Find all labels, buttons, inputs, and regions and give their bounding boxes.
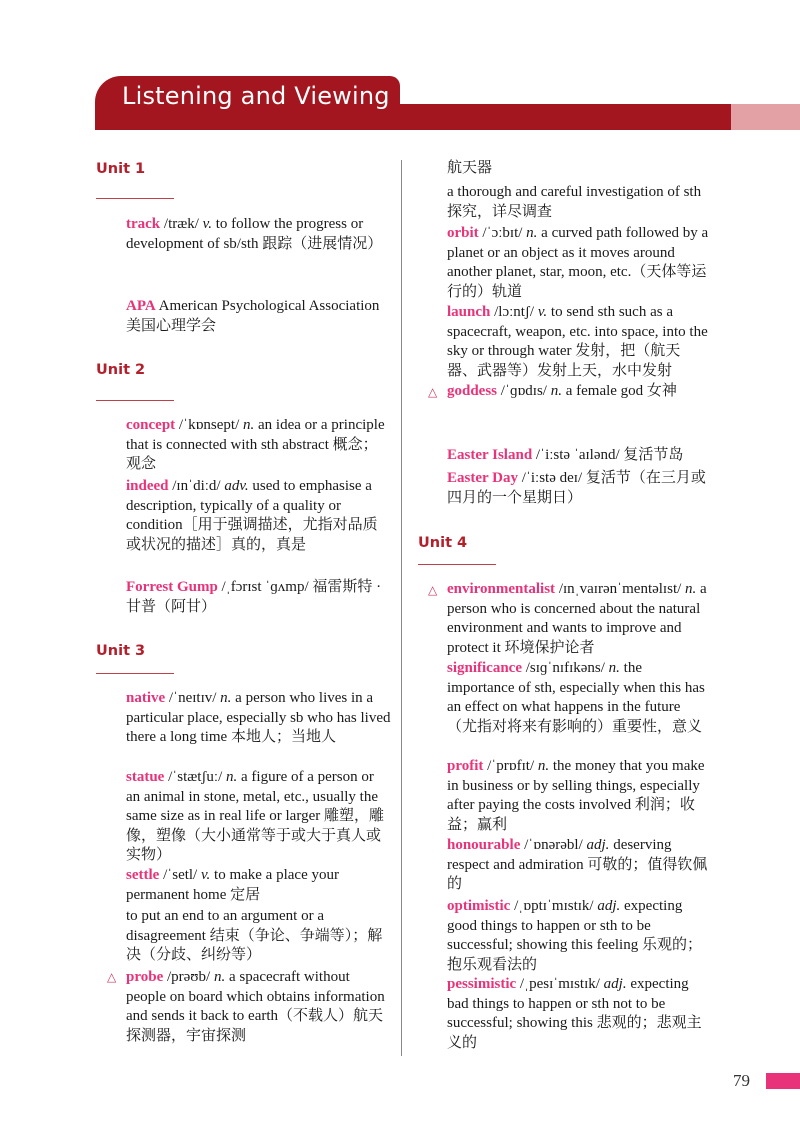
- headword: indeed: [126, 478, 169, 494]
- entry-profit: profit /ˈprɒfɪt/ n. the money that you make in business or by selling things, especially after paying the costs involved 利润；收益；赢利: [447, 758, 705, 833]
- unit-2-heading: Unit 2: [96, 362, 146, 378]
- headword: profit: [447, 758, 484, 774]
- entry-significance: significance /sɪɡˈnɪfɪkəns/ n. the importance of sth, especially when this has an effect on what happens in the future （尤指对将来有影响的）重要性，意义: [447, 660, 705, 735]
- entry-probe-continued: 航天器: [447, 160, 493, 176]
- header-bar-tail: [731, 104, 800, 130]
- entry-goddess: goddess /ˈɡɒdɪs/ n. a female god 女神: [447, 383, 677, 399]
- entry-track: track /træk/ v. to follow the progress or development of sb/sth 跟踪（进展情况）: [126, 216, 383, 252]
- entry-statue: statue /ˈstætʃuː/ n. a figure of a person or an animal in stone, metal, etc., usually the same size as in real life or larger 雕塑，雕像，塑像（大小通常等于或大于真人或实物）: [126, 769, 384, 863]
- headword: probe: [126, 969, 164, 985]
- entry-optimistic: optimistic /ˌɒptɪˈmɪstɪk/ adj. expecting good things to happen or sth to be successful; showing this feeling 乐观的；抱乐观看法的: [447, 898, 702, 973]
- headword: Easter Island: [447, 447, 533, 463]
- column-divider: [401, 160, 402, 1056]
- headword: pessimistic: [447, 976, 517, 992]
- entry-easter-island: Easter Island /ˈiːstə ˈaɪlənd/ 复活节岛: [447, 447, 684, 463]
- headword: significance: [447, 660, 522, 676]
- entry-indeed: indeed /ɪnˈdiːd/ adv. used to emphasise a description, typically of a quality or condition［用于强调描述，尤指对品质或状况的描述］真的，真是: [126, 478, 378, 553]
- headword: Easter Day: [447, 470, 518, 486]
- entry-probe-sense-2: a thorough and careful investigation of sth 探究，详尽调查: [447, 184, 702, 220]
- entry-concept: concept /ˈkɒnsept/ n. an idea or a principle that is connected with sth abstract 概念；观念: [126, 417, 385, 472]
- unit-4-heading: Unit 4: [418, 535, 468, 551]
- triangle-marker-icon: △: [428, 385, 438, 399]
- unit-4-rule: [418, 564, 496, 565]
- headword: optimistic: [447, 898, 511, 914]
- headword: track: [126, 216, 161, 232]
- triangle-marker-icon: △: [107, 970, 117, 984]
- triangle-marker-icon: △: [428, 583, 438, 597]
- entry-environmentalist: environmentalist /ɪnˌvaɪrənˈmentəlɪst/ n. a person who is concerned about the natural environment and wants to improve and protect it 环境保护论者: [447, 581, 707, 656]
- headword: Forrest Gump: [126, 579, 218, 595]
- unit-3-heading: Unit 3: [96, 643, 146, 659]
- unit-1-heading: Unit 1: [96, 161, 146, 177]
- unit-1-rule: [96, 198, 174, 199]
- entry-pessimistic: pessimistic /ˌpesɪˈmɪstɪk/ adj. expecting bad things to happen or sth not to be successful; showing this 悲观的；悲观主义的: [447, 976, 702, 1051]
- page-title: Listening and Viewing: [122, 82, 390, 110]
- headword: goddess: [447, 383, 498, 399]
- page-number: 79: [733, 1071, 750, 1090]
- headword: APA: [126, 298, 156, 314]
- entry-native: native /ˈneɪtɪv/ n. a person who lives in a particular place, especially sb who has lived there a long time 本地人；当地人: [126, 690, 391, 745]
- entry-orbit: orbit /ˈɔːbɪt/ n. a curved path followed by a planet or an object as it moves around another planet, star, moon, etc.（天体等运行的）轨道: [447, 225, 709, 300]
- entry-launch: launch /lɔːntʃ/ v. to send sth such as a spacecraft, weapon, etc. into space, into the sky or through water 发射，把（航天器、武器等）发射上天，水中发射: [447, 304, 708, 379]
- unit-3-rule: [96, 673, 174, 674]
- headword: native: [126, 690, 166, 706]
- entry-settle: settle /ˈsetl/ v. to make a place your permanent home 定居: [126, 867, 339, 903]
- entry-probe: probe /prəʊb/ n. a spacecraft without people on board which obtains information and sends it back to earth（不载人）航天探测器，宇宙探测: [126, 969, 385, 1044]
- headword: concept: [126, 417, 176, 433]
- headword: launch: [447, 304, 491, 320]
- headword: honourable: [447, 837, 521, 853]
- entry-honourable: honourable /ˈɒnərəbl/ adj. deserving respect and admiration 可敬的；值得钦佩的: [447, 837, 708, 892]
- headword: environmentalist: [447, 581, 556, 597]
- headword: statue: [126, 769, 165, 785]
- page-tab: [766, 1073, 800, 1089]
- headword: settle: [126, 867, 160, 883]
- unit-2-rule: [96, 400, 174, 401]
- entry-apa: APA American Psychological Association 美国心理学会: [126, 298, 380, 334]
- headword: orbit: [447, 225, 479, 241]
- entry-settle-sense-2: to put an end to an argument or a disagreement 结束（争论、争端等）；解决（分歧、纠纷等）: [126, 908, 383, 963]
- entry-forrest-gump: Forrest Gump /ˌfɔrɪst ˈɡʌmp/ 福雷斯特 · 甘普（阿甘）: [126, 579, 382, 615]
- entry-easter-day: Easter Day /ˈiːstə deɪ/ 复活节（在三月或四月的一个星期日）: [447, 470, 706, 506]
